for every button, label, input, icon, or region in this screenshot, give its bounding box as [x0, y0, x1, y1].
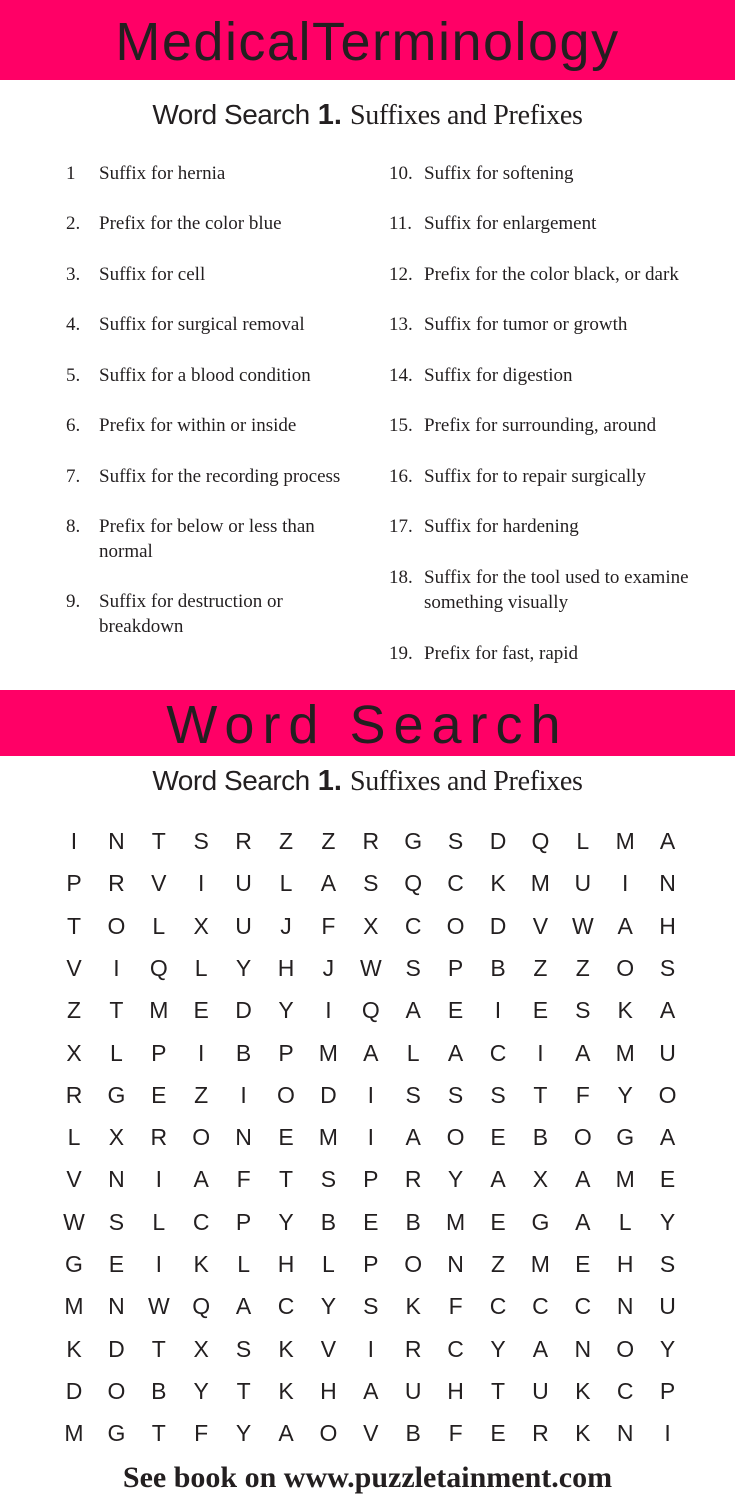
- clue-text: Prefix for the color black, or dark: [424, 264, 679, 285]
- grid-letter[interactable]: P: [363, 1251, 379, 1277]
- grid-letter[interactable]: S: [193, 828, 209, 854]
- grid-letter[interactable]: I: [197, 1039, 205, 1066]
- grid-letter[interactable]: S: [320, 1166, 337, 1193]
- grid-letter[interactable]: A: [532, 1335, 549, 1362]
- grid-letter[interactable]: S: [363, 1293, 379, 1320]
- clue-item: [66, 262, 349, 287]
- grid-letter[interactable]: Z: [490, 1251, 506, 1277]
- grid-letter[interactable]: E: [151, 1081, 167, 1108]
- grid-letter[interactable]: O: [446, 912, 465, 939]
- grid-letter[interactable]: T: [151, 1420, 166, 1447]
- grid-letter[interactable]: Q: [531, 828, 550, 854]
- grid-letter[interactable]: K: [405, 1293, 421, 1320]
- heading-subtitle: Suffixes and Prefixes: [349, 766, 583, 797]
- grid-letter[interactable]: F: [575, 1081, 590, 1108]
- clue-item: [66, 464, 349, 489]
- grid-letter[interactable]: L: [576, 828, 590, 854]
- word-search-grid[interactable]: [52, 826, 692, 1456]
- grid-letter[interactable]: V: [320, 1335, 337, 1362]
- clue-number: 7.: [66, 466, 81, 487]
- grid-letter[interactable]: E: [490, 1124, 506, 1151]
- grid-letter[interactable]: O: [319, 1420, 338, 1447]
- grid-letter[interactable]: J: [280, 912, 292, 939]
- clue-item: [389, 641, 724, 666]
- grid-letter[interactable]: S: [405, 954, 421, 981]
- clue-item: [389, 211, 724, 236]
- grid-letter[interactable]: M: [64, 1420, 84, 1447]
- grid-letter[interactable]: U: [404, 1377, 422, 1404]
- grid-letter[interactable]: L: [152, 1208, 166, 1235]
- grid-letter[interactable]: L: [67, 1124, 81, 1151]
- grid-letter[interactable]: R: [404, 1166, 422, 1193]
- clue-item: [66, 161, 349, 186]
- clue-text: Prefix for within or inside: [99, 415, 297, 436]
- grid-letter[interactable]: D: [65, 1377, 83, 1404]
- grid-letter[interactable]: H: [320, 1377, 337, 1404]
- grid-letter[interactable]: K: [490, 870, 506, 897]
- clue-text: Prefix for surrounding, around: [424, 415, 657, 436]
- grid-letter[interactable]: N: [108, 1293, 125, 1320]
- grid-letter[interactable]: H: [277, 954, 295, 981]
- grid-letter[interactable]: G: [107, 1420, 126, 1447]
- grid-letter[interactable]: A: [235, 1293, 252, 1320]
- grid-letter[interactable]: W: [359, 954, 382, 981]
- clue-item: [389, 464, 724, 489]
- grid-letter[interactable]: L: [152, 912, 166, 939]
- grid-letter[interactable]: U: [235, 870, 252, 897]
- clue-text: Suffix for the recording process: [99, 466, 341, 487]
- grid-letter[interactable]: M: [530, 870, 550, 897]
- grid-letter[interactable]: C: [489, 1039, 507, 1066]
- grid-letter[interactable]: C: [447, 870, 464, 897]
- grid-letter[interactable]: O: [277, 1081, 295, 1108]
- clue-item: [66, 413, 349, 438]
- grid-letter[interactable]: S: [235, 1335, 252, 1362]
- grid-letter[interactable]: I: [367, 1081, 374, 1108]
- clue-number: 11.: [389, 213, 413, 234]
- heading-lead: Word Search: [152, 765, 310, 796]
- clue-number: 19.: [389, 643, 413, 664]
- grid-letter[interactable]: I: [70, 828, 78, 854]
- clue-item: [66, 363, 349, 388]
- grid-letter[interactable]: A: [405, 1124, 421, 1151]
- clue-number: 13.: [389, 314, 413, 335]
- clue-item: [66, 211, 349, 236]
- grid-letter[interactable]: I: [367, 1335, 374, 1362]
- grid-letter[interactable]: R: [65, 1081, 83, 1108]
- grid-letter[interactable]: N: [108, 1166, 125, 1193]
- grid-letter[interactable]: M: [318, 1124, 338, 1151]
- grid-letter[interactable]: R: [362, 828, 380, 854]
- grid-letter[interactable]: C: [277, 1293, 295, 1320]
- clue-number: 2.: [66, 213, 81, 234]
- grid-letter[interactable]: T: [278, 1166, 294, 1193]
- grid-letter[interactable]: L: [237, 1251, 250, 1277]
- section-banner: [0, 690, 735, 756]
- grid-letter[interactable]: A: [659, 997, 676, 1024]
- clue-text: Prefix for fast, rapid: [424, 643, 579, 664]
- grid-letter[interactable]: N: [659, 870, 676, 897]
- grid-letter[interactable]: L: [109, 1039, 123, 1066]
- grid-letter[interactable]: K: [575, 1420, 591, 1447]
- grid-letter[interactable]: T: [533, 1081, 548, 1108]
- grid-letter[interactable]: R: [235, 828, 252, 854]
- grid-letter[interactable]: C: [616, 1377, 634, 1404]
- grid-letter[interactable]: Y: [278, 1208, 294, 1235]
- heading-lead: Word Search: [152, 99, 310, 130]
- clue-number: 3.: [66, 264, 81, 285]
- title-banner: [0, 0, 735, 80]
- grid-letter[interactable]: E: [490, 1208, 506, 1235]
- grid-letter[interactable]: K: [278, 1377, 294, 1404]
- grid-letter[interactable]: M: [446, 1208, 466, 1235]
- grid-letter[interactable]: U: [659, 1039, 676, 1066]
- grid-letter[interactable]: P: [66, 870, 82, 897]
- grid-letter[interactable]: I: [367, 1124, 374, 1151]
- section-banner-text: Word Search: [166, 695, 569, 755]
- grid-letter[interactable]: A: [617, 912, 633, 939]
- grid-letter[interactable]: I: [197, 870, 205, 897]
- grid-letter[interactable]: K: [617, 997, 633, 1024]
- grid-letter[interactable]: E: [278, 1124, 294, 1151]
- grid-letter[interactable]: I: [155, 1166, 162, 1193]
- grid-letter[interactable]: I: [325, 997, 332, 1024]
- grid-letter[interactable]: Q: [192, 1293, 211, 1320]
- grid-letter[interactable]: I: [664, 1420, 671, 1447]
- grid-letter[interactable]: B: [235, 1039, 252, 1066]
- grid-letter[interactable]: V: [151, 870, 167, 897]
- grid-letter[interactable]: G: [107, 1081, 126, 1108]
- grid-letter[interactable]: C: [404, 912, 422, 939]
- grid-letter[interactable]: W: [147, 1293, 170, 1320]
- clue-text: Suffix for hardening: [424, 516, 579, 537]
- heading-number: 1.: [317, 765, 342, 797]
- clue-text: Suffix for tumor or growth: [424, 314, 628, 335]
- grid-letter[interactable]: A: [405, 997, 421, 1024]
- clue-text: Suffix for cell: [99, 264, 206, 285]
- grid-letter[interactable]: B: [405, 1420, 421, 1447]
- grid-letter[interactable]: D: [489, 828, 507, 854]
- grid-letter[interactable]: B: [490, 954, 506, 981]
- grid-letter[interactable]: I: [494, 997, 502, 1024]
- grid-letter[interactable]: A: [320, 870, 337, 897]
- grid-letter[interactable]: O: [107, 1377, 126, 1404]
- clue-text: Suffix for the tool used to examine something visually: [424, 567, 689, 613]
- grid-letter[interactable]: Y: [617, 1081, 633, 1108]
- grid-letter[interactable]: E: [659, 1166, 676, 1193]
- grid-letter[interactable]: Y: [193, 1377, 209, 1404]
- grid-letter[interactable]: I: [537, 1039, 544, 1066]
- grid-letter[interactable]: E: [490, 1420, 506, 1447]
- grid-letter[interactable]: O: [616, 954, 635, 981]
- grid-letter[interactable]: A: [363, 1377, 379, 1404]
- grid-letter[interactable]: E: [108, 1251, 125, 1277]
- grid-letter[interactable]: C: [192, 1208, 210, 1235]
- clue-number: 18.: [389, 567, 413, 588]
- grid-letter[interactable]: F: [321, 912, 336, 939]
- grid-letter[interactable]: X: [193, 1335, 209, 1362]
- grid-letter[interactable]: V: [363, 1420, 379, 1447]
- heading-subtitle: Suffixes and Prefixes: [349, 100, 583, 131]
- grid-letter[interactable]: S: [659, 954, 676, 981]
- grid-letter[interactable]: M: [615, 1039, 635, 1066]
- grid-letter[interactable]: X: [66, 1039, 82, 1066]
- grid-letter[interactable]: Q: [149, 954, 168, 981]
- grid-letter[interactable]: X: [193, 912, 209, 939]
- grid-letter[interactable]: A: [490, 1166, 506, 1193]
- grid-letter[interactable]: X: [532, 1166, 549, 1193]
- grid-letter[interactable]: A: [659, 828, 676, 854]
- grid-letter[interactable]: O: [107, 912, 126, 939]
- grid-letter[interactable]: I: [155, 1251, 162, 1277]
- grid-letter[interactable]: Y: [447, 1166, 464, 1193]
- grid-letter[interactable]: Y: [320, 1293, 337, 1320]
- grid-letter[interactable]: N: [108, 828, 125, 854]
- grid-letter[interactable]: C: [447, 1335, 464, 1362]
- grid-letter[interactable]: A: [447, 1039, 464, 1066]
- grid-letter[interactable]: C: [574, 1293, 592, 1320]
- grid-letter[interactable]: N: [447, 1251, 464, 1277]
- grid-letter[interactable]: U: [532, 1377, 549, 1404]
- grid-letter[interactable]: Y: [235, 1420, 252, 1447]
- grid-letter[interactable]: Z: [194, 1081, 209, 1108]
- grid-letter[interactable]: Y: [235, 954, 252, 981]
- grid-letter[interactable]: P: [447, 954, 464, 981]
- grid-heading: [0, 765, 735, 798]
- grid-letter[interactable]: E: [532, 997, 549, 1024]
- grid-letter[interactable]: A: [193, 1166, 209, 1193]
- grid-letter[interactable]: O: [446, 1124, 465, 1151]
- grid-letter[interactable]: Q: [361, 997, 380, 1024]
- grid-letter[interactable]: K: [575, 1377, 591, 1404]
- grid-letter[interactable]: O: [404, 1251, 423, 1277]
- grid-letter[interactable]: S: [659, 1251, 676, 1277]
- grid-letter[interactable]: L: [406, 1039, 420, 1066]
- grid-letter[interactable]: F: [236, 1166, 251, 1193]
- grid-letter[interactable]: X: [363, 912, 379, 939]
- grid-letter[interactable]: P: [659, 1377, 676, 1404]
- clue-item: [389, 312, 724, 337]
- clue-text: Suffix for destruction or breakdown: [99, 591, 283, 637]
- grid-letter[interactable]: Q: [404, 870, 423, 897]
- grid-letter[interactable]: Z: [66, 997, 82, 1024]
- clue-item: [66, 312, 349, 337]
- grid-letter[interactable]: Y: [659, 1208, 676, 1235]
- clue-item: [389, 514, 724, 539]
- grid-letter[interactable]: M: [64, 1293, 84, 1320]
- grid-letter[interactable]: I: [621, 870, 629, 897]
- clue-number: 1: [66, 163, 76, 184]
- grid-letter[interactable]: N: [235, 1124, 252, 1151]
- clue-text: Prefix for the color blue: [99, 213, 282, 234]
- grid-letter[interactable]: U: [659, 1293, 676, 1320]
- grid-letter[interactable]: K: [193, 1251, 209, 1277]
- grid-letter[interactable]: E: [363, 1208, 379, 1235]
- grid-letter[interactable]: T: [109, 997, 124, 1024]
- grid-letter[interactable]: F: [448, 1293, 463, 1320]
- grid-letter[interactable]: Z: [575, 954, 590, 981]
- clue-text: Suffix for surgical removal: [99, 314, 305, 335]
- grid-letter[interactable]: T: [151, 1335, 166, 1362]
- grid-letter[interactable]: V: [532, 912, 549, 939]
- clue-number: 9.: [66, 591, 81, 612]
- grid-letter[interactable]: T: [490, 1377, 506, 1404]
- clue-number: 12.: [389, 264, 413, 285]
- grid-letter[interactable]: Z: [278, 828, 294, 854]
- grid-letter[interactable]: P: [235, 1208, 252, 1235]
- clue-number: 15.: [389, 415, 413, 436]
- grid-letter[interactable]: R: [108, 870, 125, 897]
- clue-number: 5.: [66, 365, 81, 386]
- clue-number: 6.: [66, 415, 81, 436]
- grid-letter[interactable]: O: [658, 1081, 677, 1108]
- grid-letter[interactable]: N: [616, 1420, 634, 1447]
- grid-letter[interactable]: W: [571, 912, 594, 939]
- grid-letter[interactable]: Y: [278, 997, 294, 1024]
- clue-number: 14.: [389, 365, 413, 386]
- clue-item: [389, 413, 724, 438]
- grid-letter[interactable]: F: [194, 1420, 209, 1447]
- clues-heading: [0, 99, 735, 132]
- clue-number: 17.: [389, 516, 413, 537]
- grid-letter[interactable]: A: [278, 1420, 294, 1447]
- grid-letter[interactable]: H: [277, 1251, 295, 1277]
- grid-letter[interactable]: U: [574, 870, 592, 897]
- grid-letter[interactable]: K: [66, 1335, 82, 1362]
- grid-letter[interactable]: K: [278, 1335, 294, 1362]
- grid-letter[interactable]: P: [363, 1166, 379, 1193]
- grid-letter[interactable]: G: [404, 828, 423, 854]
- grid-letter[interactable]: S: [490, 1081, 506, 1108]
- grid-letter[interactable]: W: [63, 1208, 85, 1235]
- clue-number: 4.: [66, 314, 81, 335]
- grid-letter[interactable]: L: [321, 1251, 335, 1277]
- clue-text: Suffix for to repair surgically: [424, 466, 646, 487]
- clue-text: Suffix for softening: [424, 163, 574, 184]
- grid-letter[interactable]: D: [235, 997, 252, 1024]
- grid-letter[interactable]: A: [575, 1208, 591, 1235]
- grid-letter[interactable]: G: [616, 1124, 635, 1151]
- grid-letter[interactable]: I: [113, 954, 120, 981]
- grid-letter[interactable]: U: [235, 912, 252, 939]
- clue-text: Suffix for a blood condition: [99, 365, 311, 386]
- clue-text: Prefix for below or less than normal: [99, 516, 315, 562]
- grid-letter[interactable]: L: [618, 1208, 632, 1235]
- grid-letter[interactable]: D: [489, 912, 507, 939]
- clue-number: 16.: [389, 466, 413, 487]
- clue-item: [389, 565, 724, 615]
- grid-letter[interactable]: E: [575, 1251, 591, 1277]
- grid-letter[interactable]: D: [108, 1335, 125, 1362]
- clue-item: [389, 363, 724, 388]
- grid-letter[interactable]: Z: [533, 954, 548, 981]
- grid-letter[interactable]: M: [149, 997, 169, 1024]
- footer-link-text: See book on www.puzzletainment.com: [122, 1461, 613, 1494]
- grid-letter[interactable]: P: [151, 1039, 167, 1066]
- grid-letter[interactable]: L: [279, 870, 293, 897]
- grid-letter[interactable]: M: [530, 1251, 550, 1277]
- grid-letter[interactable]: T: [236, 1377, 251, 1404]
- grid-letter[interactable]: X: [108, 1124, 125, 1151]
- grid-letter[interactable]: N: [574, 1335, 592, 1362]
- grid-letter[interactable]: B: [320, 1208, 337, 1235]
- grid-letter[interactable]: S: [575, 997, 591, 1024]
- grid-letter[interactable]: M: [318, 1039, 338, 1066]
- grid-letter[interactable]: G: [65, 1251, 83, 1277]
- clue-item: [389, 262, 724, 287]
- clue-text: Suffix for digestion: [424, 365, 573, 386]
- grid-letter[interactable]: C: [489, 1293, 507, 1320]
- grid-letter[interactable]: V: [66, 1166, 82, 1193]
- grid-letter[interactable]: J: [322, 954, 335, 981]
- grid-letter[interactable]: S: [447, 828, 464, 854]
- grid-letter[interactable]: A: [659, 1124, 676, 1151]
- grid-letter[interactable]: H: [447, 1377, 464, 1404]
- grid-letter[interactable]: R: [404, 1335, 422, 1362]
- grid-letter[interactable]: P: [278, 1039, 294, 1066]
- clue-item: [66, 589, 349, 639]
- grid-letter[interactable]: T: [151, 828, 166, 854]
- grid-letter[interactable]: C: [532, 1293, 549, 1320]
- grid-letter[interactable]: N: [616, 1293, 634, 1320]
- grid-letter[interactable]: H: [616, 1251, 634, 1277]
- grid-letter[interactable]: L: [194, 954, 208, 981]
- grid-letter[interactable]: F: [448, 1420, 463, 1447]
- grid-letter[interactable]: B: [532, 1124, 549, 1151]
- grid-letter[interactable]: B: [405, 1208, 421, 1235]
- clue-item: [66, 514, 349, 564]
- grid-letter[interactable]: S: [447, 1081, 464, 1108]
- grid-letter[interactable]: A: [363, 1039, 379, 1066]
- grid-letter[interactable]: Y: [659, 1335, 676, 1362]
- grid-letter[interactable]: H: [659, 912, 676, 939]
- grid-letter[interactable]: R: [532, 1420, 549, 1447]
- grid-letter[interactable]: R: [150, 1124, 168, 1151]
- grid-letter[interactable]: S: [363, 870, 379, 897]
- grid-letter[interactable]: E: [193, 997, 209, 1024]
- grid-letter[interactable]: D: [320, 1081, 337, 1108]
- grid-letter[interactable]: M: [615, 1166, 635, 1193]
- grid-letter[interactable]: O: [616, 1335, 635, 1362]
- heading-number: 1.: [317, 99, 342, 131]
- clue-number: 10.: [389, 163, 413, 184]
- clue-item: [389, 161, 724, 186]
- grid-letter[interactable]: A: [575, 1039, 591, 1066]
- grid-letter[interactable]: E: [447, 997, 464, 1024]
- clue-text: Suffix for enlargement: [424, 213, 597, 234]
- grid-letter[interactable]: Y: [490, 1335, 506, 1362]
- grid-letter[interactable]: B: [151, 1377, 167, 1404]
- grid-letter[interactable]: O: [192, 1124, 211, 1151]
- grid-letter[interactable]: G: [531, 1208, 550, 1235]
- title-text: MedicalTerminology: [115, 12, 620, 72]
- grid-letter[interactable]: Z: [321, 828, 336, 854]
- grid-letter[interactable]: A: [575, 1166, 591, 1193]
- grid-letter[interactable]: M: [615, 828, 635, 854]
- grid-letter[interactable]: V: [66, 954, 82, 981]
- clue-text: Suffix for hernia: [99, 163, 226, 184]
- grid-letter[interactable]: O: [573, 1124, 592, 1151]
- grid-letter[interactable]: I: [240, 1081, 247, 1108]
- grid-letter[interactable]: S: [108, 1208, 125, 1235]
- clue-number: 8.: [66, 516, 81, 537]
- grid-letter[interactable]: S: [405, 1081, 421, 1108]
- grid-letter[interactable]: T: [66, 912, 82, 939]
